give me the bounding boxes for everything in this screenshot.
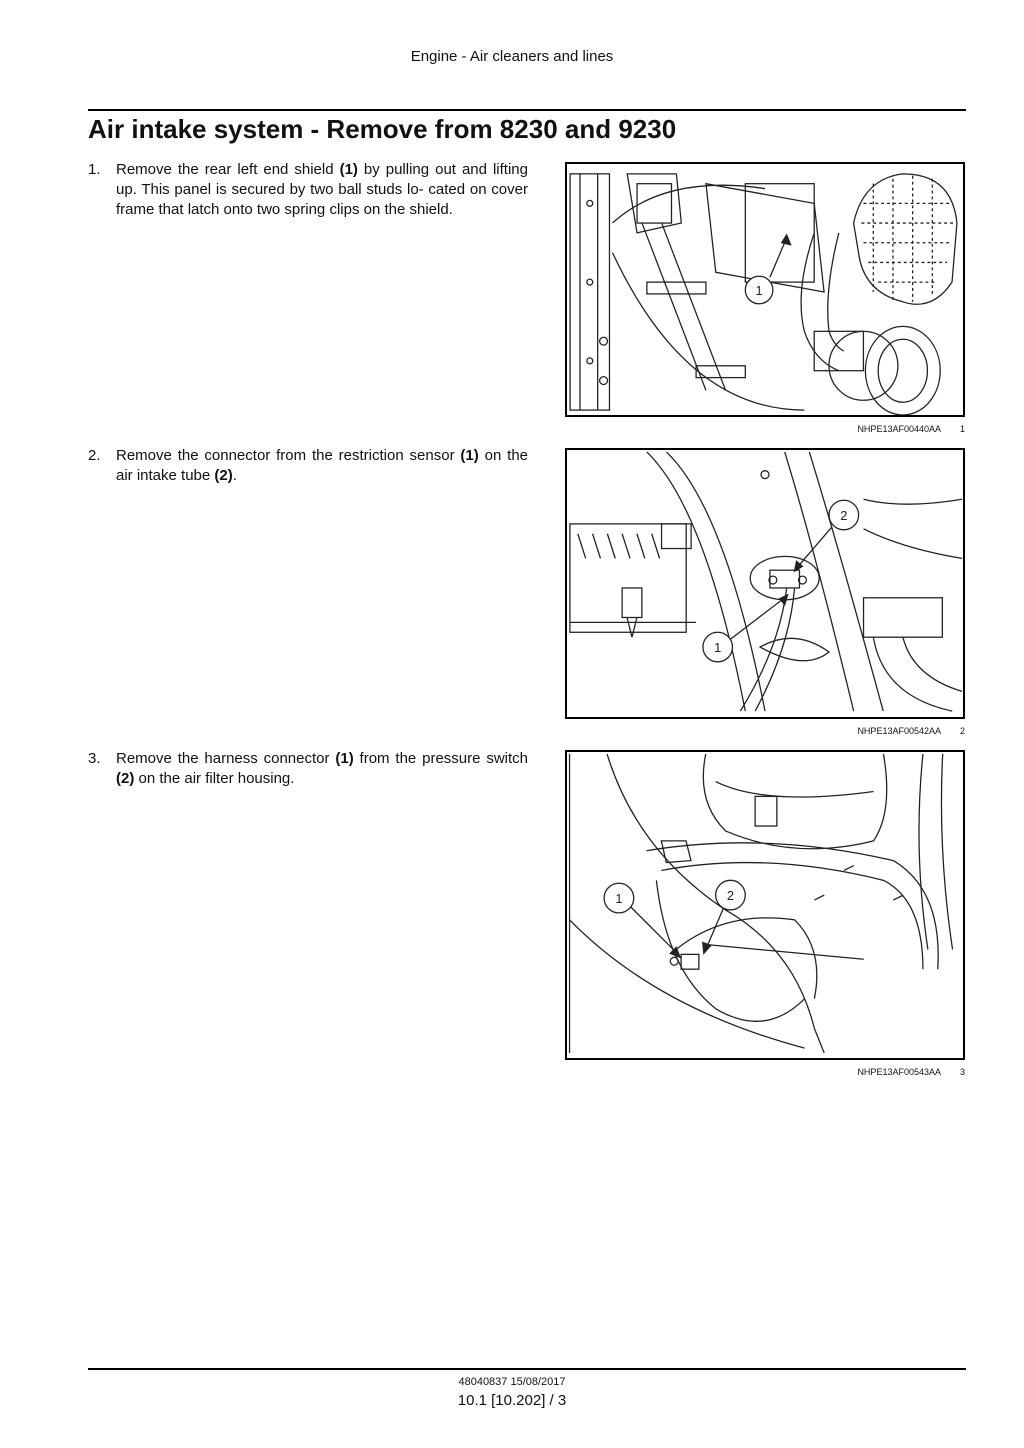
page-header: Engine - Air cleaners and lines — [410, 48, 614, 65]
step-1-text: Remove the rear left end shield (1) by pulling out and lifting up. This panel is secured by two ball studs lo- cated on cover frame that latch onto two spring clips on the shield. — [116, 161, 528, 218]
figure-3-callout-1: 1 — [615, 891, 623, 907]
figure-2-callout-2: 2 — [840, 507, 848, 523]
figure-2-number: 2 — [959, 726, 965, 736]
figure-3-drawing — [567, 752, 963, 1058]
step-2-text: Remove the connector from the restriction sensor (1) on the air intake tube (2). — [116, 447, 528, 484]
figure-2-drawing — [567, 450, 963, 717]
footer-rule — [88, 1368, 966, 1370]
figure-3-number: 3 — [959, 1067, 965, 1077]
figure-2-callout-1: 1 — [714, 639, 722, 655]
figure-2-illustration — [565, 448, 965, 719]
figure-1-callout-1: 1 — [755, 282, 763, 298]
figure-3-callout-2: 2 — [726, 888, 735, 904]
footer-page-number: 10.1 [10.202] / 3 — [457, 1392, 567, 1409]
figure-1-code: NHPE13AF00440AA — [857, 424, 941, 434]
figure-2-code: NHPE13AF00542AA — [857, 726, 941, 736]
page-title: Air intake system - Remove from 8230 and 9230 — [88, 114, 677, 144]
figure-3-code: NHPE13AF00543AA — [857, 1067, 941, 1077]
figure-1-illustration — [565, 162, 965, 417]
figure-1-drawing — [567, 164, 963, 415]
step-3-number: 3. — [88, 750, 101, 767]
figure-1-number: 1 — [959, 424, 965, 434]
step-2-number: 2. — [88, 447, 101, 464]
figure-3-illustration — [565, 750, 965, 1060]
step-3-text: Remove the harness connector (1) from the pressure switch (2) on the air filter housing. — [116, 750, 528, 787]
step-1-number: 1. — [88, 161, 101, 178]
footer-doc-code: 48040837 15/08/2017 — [458, 1376, 566, 1388]
header-rule — [88, 109, 966, 111]
